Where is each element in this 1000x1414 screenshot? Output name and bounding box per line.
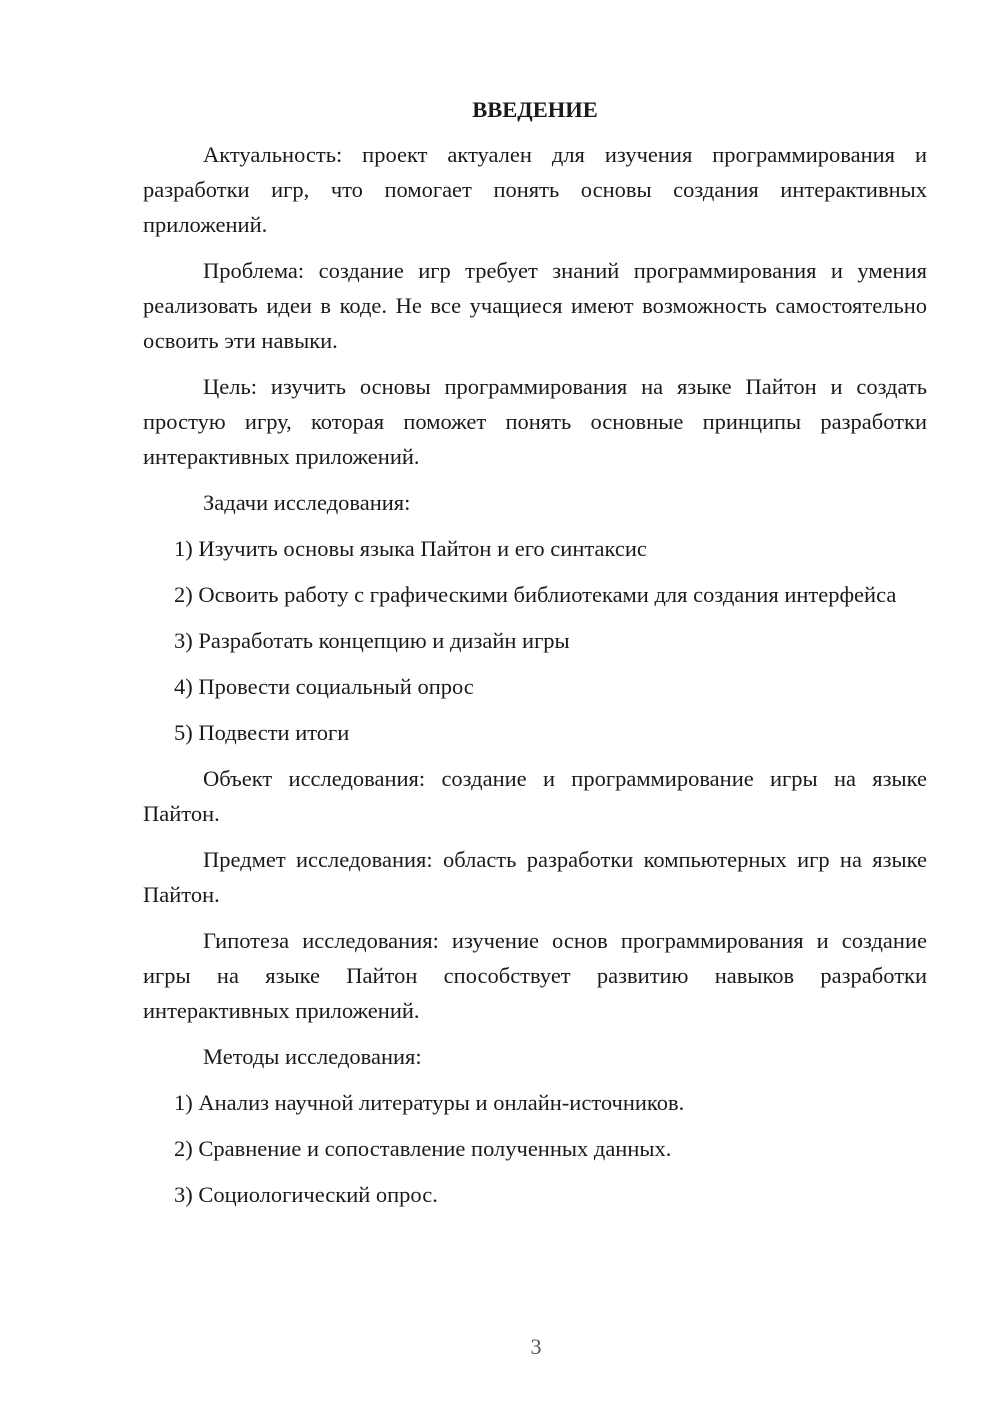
page-title: ВВЕДЕНИЕ — [472, 97, 598, 122]
method-item-2: 2) Сравнение и сопоставление полученных данных. — [174, 1136, 672, 1161]
task-item-1: 1) Изучить основы языка Пайтон и его синтаксис — [174, 536, 647, 561]
methods-heading: Методы исследования: — [203, 1044, 422, 1069]
task-item-4: 4) Провести социальный опрос — [174, 674, 474, 699]
paragraph-object: Объект исследования: создание и программирование игры на языке Пайтон. — [143, 766, 927, 826]
paragraph-problem: Проблема: создание игр требует знаний программирования и умения реализовать идеи в коде. Не все учащиеся имеют возможность самостоятельно освоить эти навыки. — [143, 258, 927, 353]
tasks-heading: Задачи исследования: — [203, 490, 411, 515]
method-item-3: 3) Социологический опрос. — [174, 1182, 438, 1207]
page-number: 3 — [530, 1334, 542, 1359]
task-item-3: 3) Разработать концепцию и дизайн игры — [174, 628, 570, 653]
paragraph-hypothesis: Гипотеза исследования: изучение основ программирования и создание игры на языке Пайтон способствует развитию навыков разработки интерактивных приложений. — [143, 928, 927, 1023]
method-item-1: 1) Анализ научной литературы и онлайн-источников. — [174, 1090, 685, 1115]
paragraph-relevance: Актуальность: проект актуален для изучения программирования и разработки игр, что помогает понять основы создания интерактивных приложений. — [143, 142, 927, 237]
paragraph-goal: Цель: изучить основы программирования на языке Пайтон и создать простую игру, которая поможет понять основные принципы разработки интерактивных приложений. — [143, 374, 927, 469]
document-page — [143, 92, 927, 1223]
task-item-5: 5) Подвести итоги — [174, 720, 350, 745]
paragraph-subject: Предмет исследования: область разработки компьютерных игр на языке Пайтон. — [143, 847, 927, 907]
task-item-2: 2) Освоить работу с графическими библиотеками для создания интерфейса — [174, 582, 897, 607]
